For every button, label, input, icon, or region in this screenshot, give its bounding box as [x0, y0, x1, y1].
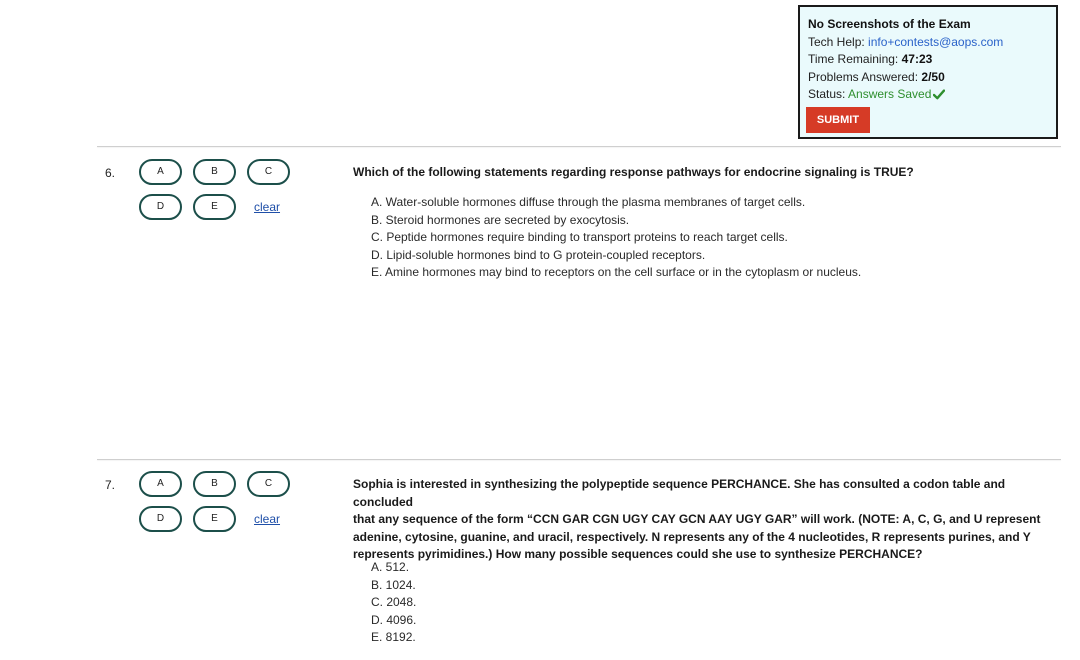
tech-help-email-link[interactable]: info+contests@aops.com [868, 34, 1004, 49]
answer-options [371, 194, 861, 282]
save-status-value: Answers Saved [848, 87, 932, 102]
problems-answered-value: 2/50 [921, 69, 945, 84]
question-separator [97, 459, 1061, 460]
question-stem-line: adenine, cytosine, guanine, and uracil, respectively. N represents any of the 4 nucleotides, R represents purines, and Y [353, 529, 1031, 544]
option-d-text: D. Lipid-soluble hormones bind to G protein-coupled receptors. [371, 247, 706, 262]
question-stem-line: that any sequence of the form “CCN GAR CGN UGY CAY GCN AAY UGY GAR” will work. (NOTE: A, C, G, and U represent [353, 512, 1041, 527]
question-stem [353, 476, 1053, 564]
question-stem: Which of the following statements regarding response pathways for endocrine signaling is TRUE? [353, 165, 914, 179]
answer-options [371, 559, 416, 647]
choice-a-button[interactable]: A [139, 159, 182, 185]
time-remaining-value: 47:23 [901, 52, 933, 67]
question-stem-line: represents pyrimidines.) How many possible sequences could she use to synthesize PERCHANCE? [353, 547, 923, 562]
exam-status-panel [798, 5, 1058, 139]
choice-c-button[interactable]: C [247, 471, 290, 497]
choice-b-button[interactable]: B [193, 159, 236, 185]
option-c-text: C. Peptide hormones require binding to transport proteins to reach target cells. [371, 230, 788, 245]
tech-help-label: Tech Help: [808, 34, 869, 49]
option-e-text: E. Amine hormones may bind to receptors on the cell surface or in the cytoplasm or nucleus. [371, 265, 862, 280]
check-icon [933, 88, 945, 106]
clear-answer-link[interactable]: clear [254, 512, 281, 526]
tech-help-line [808, 34, 1056, 52]
choice-e-button[interactable]: E [193, 194, 236, 220]
choice-a-button[interactable]: A [139, 471, 182, 497]
option-a-text: A. Water-soluble hormones diffuse through the plasma membranes of target cells. [371, 195, 806, 209]
clear-answer-link[interactable]: clear [254, 200, 281, 214]
option-b-text: B. Steroid hormones are secreted by exocytosis. [371, 212, 630, 227]
option-b-text: B. 1024. [371, 577, 416, 592]
submit-button[interactable]: SUBMIT [806, 107, 870, 133]
option-c-text: C. 2048. [371, 595, 417, 610]
option-a-text: A. 512. [371, 560, 410, 574]
question-number: 7. [105, 478, 116, 492]
question-stem-line: Sophia is interested in synthesizing the polypeptide sequence PERCHANCE. She has consulted a codon table and concluded [353, 477, 1006, 509]
choice-d-button[interactable]: D [139, 506, 182, 532]
choice-b-button[interactable]: B [193, 471, 236, 497]
save-status-label: Status: [808, 87, 849, 102]
choice-d-button[interactable]: D [139, 194, 182, 220]
problems-answered-line [808, 69, 1056, 87]
time-remaining-label: Time Remaining: [808, 52, 902, 67]
time-remaining-line [808, 51, 1056, 69]
question-separator [97, 146, 1061, 147]
choice-c-button[interactable]: C [247, 159, 290, 185]
no-screenshots-notice: No Screenshots of the Exam [808, 17, 971, 31]
choice-e-button[interactable]: E [193, 506, 236, 532]
option-e-text: E. 8192. [371, 630, 416, 645]
save-status-line [808, 86, 1056, 106]
option-d-text: D. 4096. [371, 612, 417, 627]
problems-answered-label: Problems Answered: [808, 69, 922, 84]
question-number: 6. [105, 166, 116, 180]
